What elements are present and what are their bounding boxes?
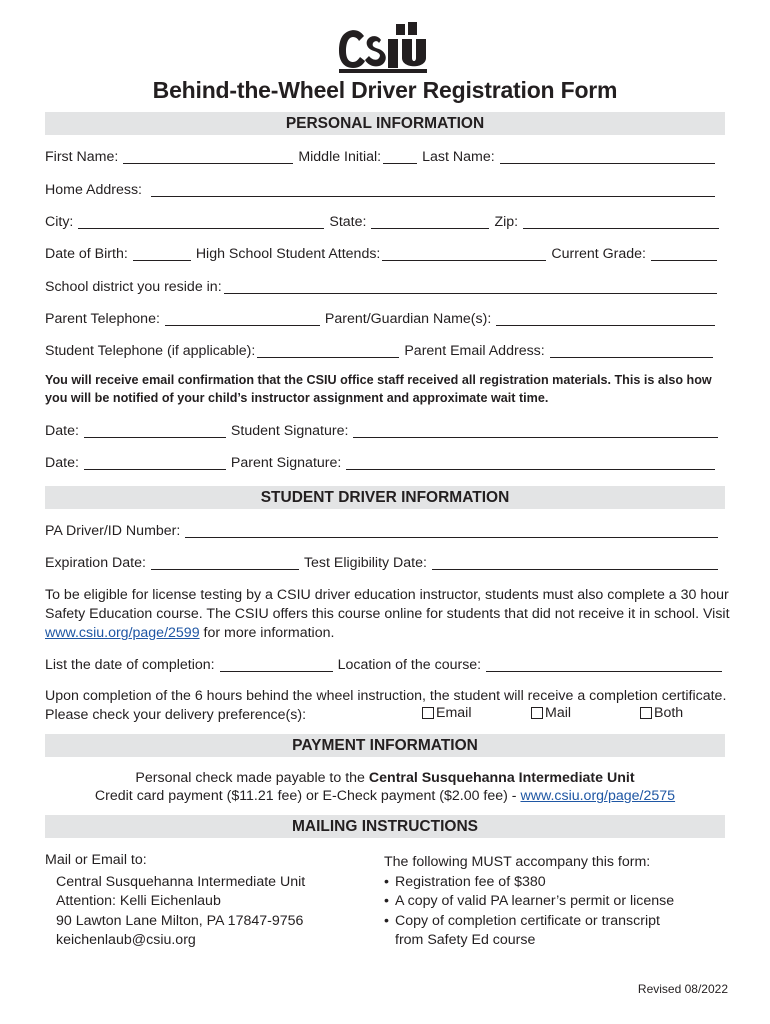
row-city-state-zip	[45, 211, 725, 231]
test-eligibility-field[interactable]	[432, 556, 718, 570]
last-name-field[interactable]	[500, 150, 715, 164]
completion-date-label: List the date of completion:	[45, 657, 215, 673]
expiration-date-field[interactable]	[151, 556, 299, 570]
email-option[interactable]	[422, 705, 471, 721]
row-parent-phone-guardian	[45, 308, 725, 328]
row-name	[45, 146, 725, 166]
parent-telephone-field[interactable]	[165, 312, 320, 326]
zip-field[interactable]	[523, 215, 719, 229]
required-item: • A copy of valid PA learner’s permit or license	[384, 892, 674, 912]
row-student-phone-email	[45, 340, 725, 360]
required-item: • Registration fee of $380	[384, 873, 674, 893]
date-of-birth-field[interactable]	[133, 247, 191, 261]
first-name-label: First Name:	[45, 149, 119, 165]
school-district-field[interactable]	[224, 280, 717, 294]
completion-date-field[interactable]	[220, 658, 333, 672]
address-line: Attention: Kelli Eichenlaub	[56, 893, 221, 909]
mailing-instructions-header: MAILING INSTRUCTIONS	[45, 815, 725, 838]
parent-date-field[interactable]	[84, 456, 226, 470]
mail-checkbox[interactable]	[531, 707, 543, 719]
parent-email-label: Parent Email Address:	[404, 343, 545, 359]
address-line: Central Susquehanna Intermediate Unit	[56, 873, 306, 890]
required-item: • Copy of completion certificate or transcript	[384, 912, 674, 932]
student-date-field[interactable]	[84, 424, 226, 438]
guardian-names-label: Parent/Guardian Name(s):	[324, 311, 492, 327]
middle-initial-label: Middle Initial:	[298, 149, 382, 165]
card-payment-text: Credit card payment ($11.21 fee) or E-Check payment ($2.00 fee) -	[94, 788, 517, 804]
row-parent-signature	[45, 452, 725, 472]
both-option-label: Both	[654, 705, 684, 721]
current-grade-field[interactable]	[651, 247, 717, 261]
school-district-label: School district you reside in:	[45, 279, 222, 295]
email-checkbox[interactable]	[422, 707, 434, 719]
both-checkbox[interactable]	[640, 707, 652, 719]
mail-option[interactable]	[531, 705, 571, 721]
mail-option-label: Mail	[545, 705, 572, 721]
state-label: State:	[329, 214, 367, 230]
row-dob-school-grade	[45, 243, 725, 263]
row-expiration-eligibility	[45, 552, 725, 572]
email-confirmation-notice: You will receive email confirmation that the CSIU office staff received all registration materials. This is also how you will be notified of your child’s instructor assignment and approximate wait time.	[45, 373, 712, 405]
row-completion-location	[45, 654, 725, 674]
form-title: Behind-the-Wheel Driver Registration Form	[152, 77, 618, 103]
safety-course-link[interactable]: www.csiu.org/page/2599	[45, 625, 200, 641]
completion-paragraph: Upon completion of the 6 hours behind the wheel instruction, the student will receive a completion certificate. Please check your delivery preference(s):	[45, 688, 727, 723]
mailing-address-block	[45, 851, 305, 951]
parent-email-field[interactable]	[550, 344, 713, 358]
parent-telephone-label: Parent Telephone:	[45, 311, 160, 327]
middle-initial-field[interactable]	[383, 150, 417, 164]
check-payment-text: Personal check made payable to the	[135, 770, 365, 786]
parent-signature-label: Parent Signature:	[230, 455, 342, 471]
state-field[interactable]	[371, 215, 489, 229]
student-signature-field[interactable]	[353, 424, 718, 438]
card-payment-line	[0, 787, 770, 806]
expiration-date-label: Expiration Date:	[45, 555, 146, 571]
must-accompany-label: The following MUST accompany this form:	[384, 854, 651, 870]
course-location-label: Location of the course:	[337, 657, 482, 673]
csiu-logo	[338, 22, 430, 74]
zip-label: Zip:	[494, 214, 519, 230]
student-date-label: Date:	[45, 423, 79, 439]
required-items-block	[384, 853, 674, 951]
home-address-field[interactable]	[151, 183, 715, 197]
personal-information-header: PERSONAL INFORMATION	[45, 112, 725, 135]
student-telephone-label: Student Telephone (if applicable):	[45, 343, 256, 359]
guardian-names-field[interactable]	[496, 312, 715, 326]
eligibility-after-text: for more information.	[203, 625, 335, 641]
test-eligibility-label: Test Eligibility Date:	[303, 555, 427, 571]
date-of-birth-label: Date of Birth:	[45, 246, 128, 262]
mail-to-label: Mail or Email to:	[45, 852, 147, 868]
payment-information-header: PAYMENT INFORMATION	[45, 734, 725, 757]
row-school-district	[45, 276, 725, 296]
student-signature-label: Student Signature:	[230, 423, 349, 439]
row-home-address	[45, 179, 725, 199]
eligibility-paragraph	[45, 586, 730, 643]
row-student-signature	[45, 420, 725, 440]
current-grade-label: Current Grade:	[551, 246, 646, 262]
check-payment-line	[0, 769, 770, 788]
student-telephone-field[interactable]	[257, 344, 399, 358]
both-option[interactable]	[640, 705, 683, 721]
parent-date-label: Date:	[45, 455, 79, 471]
revision-date: Revised 08/2022	[637, 982, 728, 996]
pa-driver-id-label: PA Driver/ID Number:	[45, 523, 181, 539]
pa-driver-id-field[interactable]	[185, 524, 718, 538]
city-field[interactable]	[78, 215, 324, 229]
course-location-field[interactable]	[486, 658, 722, 672]
row-pa-driver-id	[45, 520, 725, 540]
first-name-field[interactable]	[123, 150, 293, 164]
student-driver-information-header: STUDENT DRIVER INFORMATION	[45, 486, 725, 509]
city-label: City:	[45, 214, 74, 230]
email-option-label: Email	[436, 705, 472, 721]
required-item-continuation: from Safety Ed course	[395, 932, 536, 948]
eligibility-text: To be eligible for license testing by a CSIU driver education instructor, students must also complete a 30 hour Safety Education course. The CSIU offers this course online for students that did not receive it in school. Visit	[45, 587, 730, 622]
home-address-label: Home Address:	[45, 182, 142, 198]
parent-signature-field[interactable]	[346, 456, 715, 470]
payment-link[interactable]: www.csiu.org/page/2575	[520, 788, 676, 804]
address-line: 90 Lawton Lane Milton, PA 17847-9756	[56, 912, 304, 929]
last-name-label: Last Name:	[422, 149, 495, 165]
address-line: keichenlaub@csiu.org	[56, 932, 196, 948]
high-school-field[interactable]	[382, 247, 546, 261]
check-payee: Central Susquehanna Intermediate Unit	[368, 770, 635, 786]
high-school-label: High School Student Attends:	[195, 246, 381, 262]
